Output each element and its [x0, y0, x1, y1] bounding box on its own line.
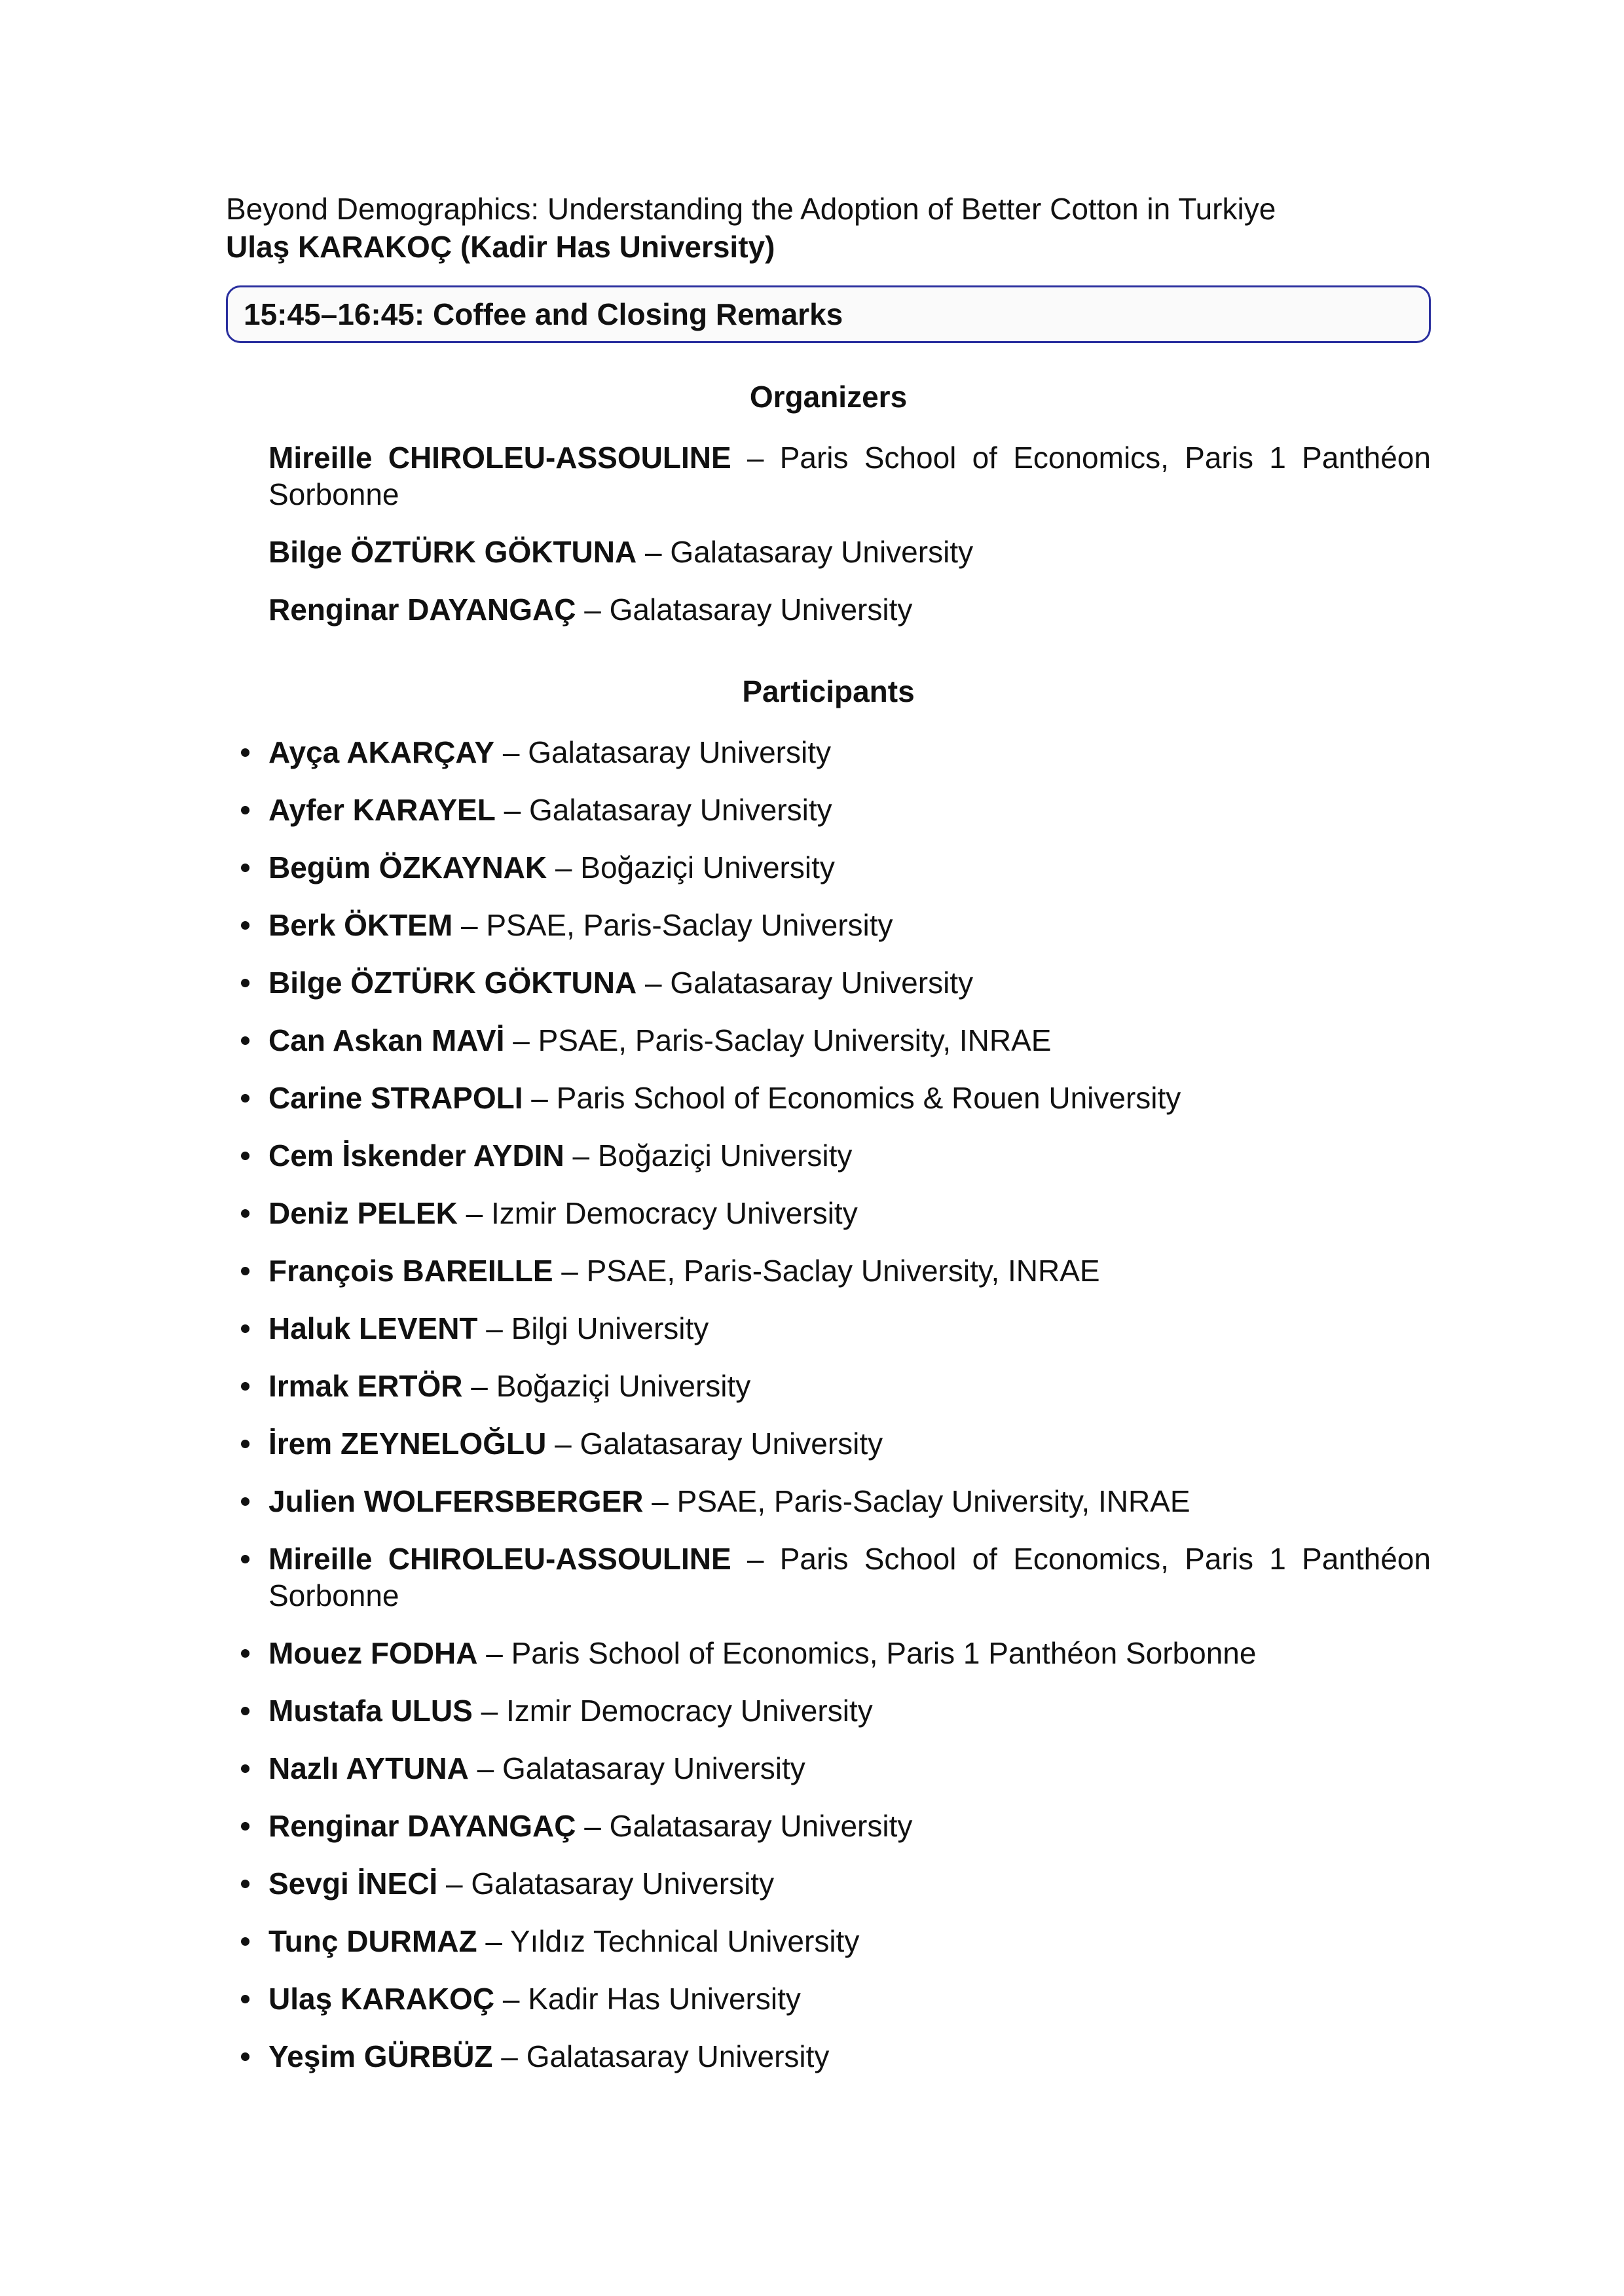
name-affiliation-separator: – — [576, 1809, 610, 1843]
participant-item — [268, 1540, 1431, 1614]
participant-item — [268, 1310, 1431, 1347]
participant-item — [268, 1750, 1431, 1787]
participant-item — [268, 1865, 1431, 1902]
name-affiliation-separator: – — [494, 1982, 528, 2016]
person-name: Ayça AKARÇAY — [268, 735, 495, 769]
person-affiliation: PSAE, Paris-Saclay University — [486, 908, 893, 942]
bullet-icon — [241, 1324, 249, 1333]
person-name: Renginar DAYANGAÇ — [268, 592, 576, 627]
name-affiliation-separator: – — [643, 1484, 677, 1518]
person-affiliation: Bilgi University — [511, 1311, 709, 1345]
name-affiliation-separator: – — [576, 592, 610, 627]
person-affiliation: PSAE, Paris-Saclay University, INRAE — [538, 1023, 1052, 1057]
bullet-icon — [241, 1440, 249, 1448]
organizers-heading: Organizers — [749, 380, 908, 414]
participant-item — [268, 1425, 1431, 1462]
name-affiliation-separator: – — [477, 1924, 510, 1958]
person-name: Nazlı AYTUNA — [268, 1751, 469, 1785]
person-name: Renginar DAYANGAÇ — [268, 1809, 576, 1843]
name-affiliation-separator: – — [452, 908, 487, 942]
person-name: Bilge ÖZTÜRK GÖKTUNA — [268, 966, 637, 1000]
participant-item — [268, 964, 1431, 1001]
name-affiliation-separator: – — [437, 1867, 471, 1901]
person-affiliation: PSAE, Paris-Saclay University, INRAE — [586, 1254, 1100, 1288]
person-affiliation: Galatasaray University — [609, 1809, 913, 1843]
bullet-icon — [241, 1880, 249, 1888]
participant-item — [268, 1137, 1431, 1174]
participant-item — [268, 1980, 1431, 2017]
person-affiliation: Boğaziçi University — [597, 1139, 853, 1173]
person-name: Begüm ÖZKAYNAK — [268, 850, 547, 884]
name-affiliation-separator: – — [504, 1023, 538, 1057]
person-name: Carine STRAPOLI — [268, 1081, 523, 1115]
participant-item — [268, 1080, 1431, 1116]
talk-speaker: Ulaş KARAKOÇ (Kadir Has University) — [226, 230, 775, 264]
bullet-icon — [241, 1382, 249, 1391]
person-affiliation: Kadir Has University — [528, 1982, 801, 2016]
person-affiliation: Galatasaray University — [670, 966, 974, 1000]
participant-list — [226, 734, 1431, 2075]
bullet-icon — [241, 1036, 249, 1045]
person-affiliation: Izmir Democracy University — [506, 1694, 873, 1728]
bullet-icon — [241, 1497, 249, 1506]
session-label: 15:45–16:45: Coffee and Closing Remarks — [244, 297, 843, 331]
name-affiliation-separator: – — [477, 1636, 511, 1670]
participant-item — [268, 1483, 1431, 1520]
person-affiliation: Galatasaray University — [580, 1427, 883, 1461]
talk-title: Beyond Demographics: Understanding the Adoption of Better Cotton in Turkiye — [226, 192, 1276, 226]
person-name: Mustafa ULUS — [268, 1694, 473, 1728]
person-name: Sevgi İNECİ — [268, 1867, 438, 1901]
person-name: Cem İskender AYDIN — [268, 1139, 564, 1173]
name-affiliation-separator: – — [472, 1694, 506, 1728]
person-name: Julien WOLFERSBERGER — [268, 1484, 644, 1518]
person-affiliation: Galatasaray University — [528, 793, 832, 827]
name-affiliation-separator: – — [731, 1542, 780, 1576]
person-name: Mireille CHIROLEU-ASSOULINE — [268, 1542, 731, 1576]
bullet-icon — [241, 1937, 249, 1946]
name-affiliation-separator: – — [492, 2039, 526, 2073]
person-affiliation: Galatasaray University — [670, 535, 974, 569]
person-name: Bilge ÖZTÜRK GÖKTUNA — [268, 535, 637, 569]
person-affiliation: Galatasaray University — [502, 1751, 805, 1785]
bullet-icon — [241, 864, 249, 872]
name-affiliation-separator: – — [495, 793, 529, 827]
person-affiliation: Boğaziçi University — [580, 850, 835, 884]
person-affiliation: Boğaziçi University — [496, 1369, 751, 1403]
bullet-icon — [241, 1209, 249, 1218]
person-affiliation: Galatasaray University — [528, 735, 831, 769]
person-name: Can Askan MAVİ — [268, 1023, 505, 1057]
session-box — [226, 285, 1431, 343]
participants-heading: Participants — [742, 674, 915, 708]
person-name: Mireille CHIROLEU-ASSOULINE — [268, 441, 731, 475]
person-affiliation: Galatasaray University — [526, 2039, 830, 2073]
name-affiliation-separator: – — [457, 1196, 491, 1230]
participant-item — [268, 1635, 1431, 1671]
participant-item — [268, 792, 1431, 828]
person-name: İrem ZEYNELOĞLU — [268, 1427, 547, 1461]
name-affiliation-separator: – — [477, 1311, 511, 1345]
participant-item — [268, 1368, 1431, 1404]
participant-item — [268, 734, 1431, 771]
participant-item — [268, 1808, 1431, 1844]
participant-item — [268, 1022, 1431, 1059]
name-affiliation-separator: – — [468, 1751, 503, 1785]
person-name: Ulaş KARAKOÇ — [268, 1982, 495, 2016]
bullet-icon — [241, 921, 249, 930]
page-content — [226, 190, 1431, 2096]
bullet-icon — [241, 1995, 249, 2003]
person-affiliation: Paris School of Economics & Rouen University — [556, 1081, 1181, 1115]
bullet-icon — [241, 1267, 249, 1275]
participant-item — [268, 1923, 1431, 1959]
bullet-icon — [241, 806, 249, 814]
bullet-icon — [241, 748, 249, 757]
person-affiliation: Paris School of Economics, Paris 1 Panthéon Sorbonne — [268, 1542, 1431, 1613]
organizer-item — [268, 591, 1431, 628]
person-name: Berk ÖKTEM — [268, 908, 453, 942]
organizer-item — [268, 534, 1431, 570]
organizer-list — [226, 439, 1431, 628]
bullet-icon — [241, 1822, 249, 1831]
name-affiliation-separator: – — [462, 1369, 496, 1403]
name-affiliation-separator: – — [553, 1254, 587, 1288]
bullet-icon — [241, 1152, 249, 1160]
bullet-icon — [241, 1707, 249, 1715]
person-name: Yeşim GÜRBÜZ — [268, 2039, 493, 2073]
name-affiliation-separator: – — [564, 1139, 598, 1173]
bullet-icon — [241, 1094, 249, 1102]
bullet-icon — [241, 979, 249, 987]
person-name: Deniz PELEK — [268, 1196, 458, 1230]
bullet-icon — [241, 1764, 249, 1773]
person-affiliation: Galatasaray University — [471, 1867, 775, 1901]
bullet-icon — [241, 1555, 249, 1563]
person-name: François BAREILLE — [268, 1254, 553, 1288]
name-affiliation-separator: – — [494, 735, 528, 769]
bullet-icon — [241, 1649, 249, 1658]
participant-item — [268, 1692, 1431, 1729]
bullet-icon — [241, 2052, 249, 2061]
person-affiliation: PSAE, Paris-Saclay University, INRAE — [676, 1484, 1190, 1518]
participant-item — [268, 849, 1431, 886]
name-affiliation-separator: – — [731, 441, 780, 475]
participant-item — [268, 1252, 1431, 1289]
name-affiliation-separator: – — [523, 1081, 557, 1115]
name-affiliation-separator: – — [547, 850, 581, 884]
person-name: Haluk LEVENT — [268, 1311, 478, 1345]
person-affiliation: Izmir Democracy University — [490, 1196, 858, 1230]
person-affiliation: Paris School of Economics, Paris 1 Panthéon Sorbonne — [511, 1636, 1257, 1670]
person-name: Tunç DURMAZ — [268, 1924, 477, 1958]
person-affiliation: Paris School of Economics, Paris 1 Panthéon Sorbonne — [268, 441, 1431, 511]
participant-item — [268, 1195, 1431, 1231]
name-affiliation-separator: – — [546, 1427, 580, 1461]
person-name: Mouez FODHA — [268, 1636, 478, 1670]
person-name: Irmak ERTÖR — [268, 1369, 463, 1403]
person-affiliation: Yıldız Technical University — [509, 1924, 860, 1958]
organizer-item — [268, 439, 1431, 513]
person-name: Ayfer KARAYEL — [268, 793, 496, 827]
name-affiliation-separator: – — [637, 966, 671, 1000]
name-affiliation-separator: – — [637, 535, 671, 569]
participant-item — [268, 907, 1431, 943]
person-affiliation: Galatasaray University — [609, 592, 913, 627]
participant-item — [268, 2038, 1431, 2075]
